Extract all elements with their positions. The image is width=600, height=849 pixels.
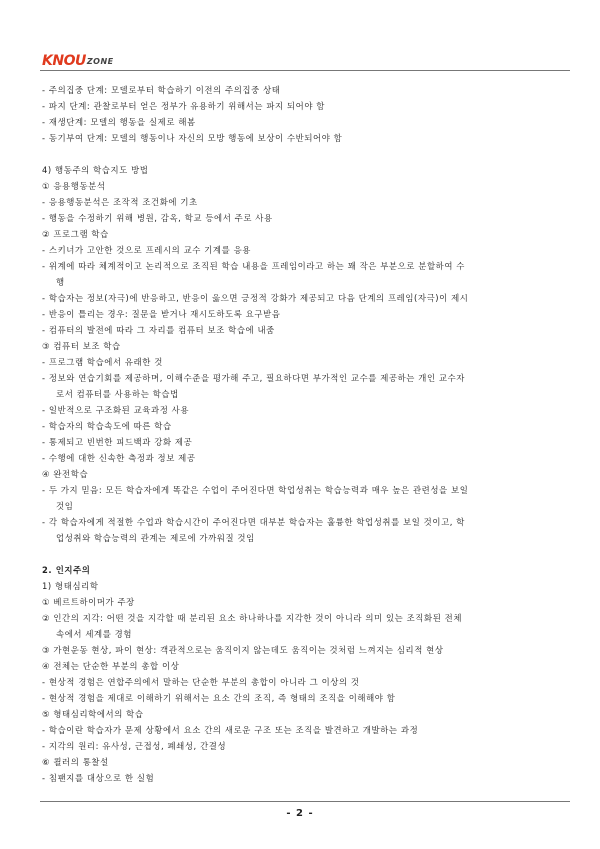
document-body [42, 82, 562, 786]
text-line: - 재생단계: 모델의 행동을 실제로 해봄 [42, 117, 196, 127]
text-line-continued: 로서 컴퓨터를 사용하는 학습법 [56, 389, 179, 399]
text-line: - 정보와 연습기회를 제공하며, 이해수준을 평가해 주고, 필요하다면 부가적인 교수를 제공하는 개인 교수자 [42, 373, 465, 383]
subsection-heading: ④ 전체는 단순한 부분의 총합 이상 [42, 661, 180, 671]
text-line: - 행동을 수정하기 위해 병원, 감옥, 학교 등에서 주로 사용 [42, 213, 273, 223]
text-line: - 스키너가 고안한 것으로 프레시의 교수 기계를 응용 [42, 245, 251, 255]
logo-k: K [42, 53, 53, 69]
subsection-heading: ⑤ 형태심리학에서의 학습 [42, 709, 144, 719]
text-line: - 컴퓨터의 발전에 따라 그 자리를 컴퓨터 보조 학습에 내줌 [42, 325, 275, 335]
header-divider [40, 70, 570, 71]
subsection-heading: ② 인간의 지각: 어떤 것을 지각할 때 분리된 요소 하나하나를 지각한 것이 아니라 의미 있는 조직화된 전체 [42, 613, 463, 623]
subsection-heading: ④ 완전학습 [42, 469, 89, 479]
text-line: - 현상적 경험을 제대로 이해하기 위해서는 요소 간의 조직, 즉 형태의 조직을 이해해야 함 [42, 693, 396, 703]
text-line: - 수행에 대한 신속한 측정과 정보 제공 [42, 453, 196, 463]
section-heading: 1) 형태심리학 [42, 581, 99, 591]
logo-nou: NOU [52, 53, 86, 69]
subsection-heading: ① 베르트하이머가 주장 [42, 597, 135, 607]
text-line: - 반응이 틀리는 경우: 질문을 받거나 재시도하도록 요구받음 [42, 309, 281, 319]
page-number: - 2 - [286, 808, 314, 819]
text-line: - 동기부여 단계: 모델의 행동이나 자신의 모방 행동에 보상이 수반되어야 함 [42, 133, 343, 143]
text-line: - 두 가지 믿음: 모든 학습자에게 똑같은 수업이 주어진다면 학업성취는 학습능력과 매우 높은 관련성을 보일 [42, 485, 469, 495]
blank-line [42, 546, 562, 562]
text-line: - 프로그램 학습에서 유래한 것 [42, 357, 163, 367]
text-line: - 응용행동분석은 조작적 조건화에 기초 [42, 197, 198, 207]
text-line: - 주의집중 단계: 모델로부터 학습하기 이전의 주의집중 상태 [42, 85, 281, 95]
text-line: - 학습자의 학습속도에 따른 학습 [42, 421, 172, 431]
subsection-heading: ⑥ 쾰러의 통찰설 [42, 757, 109, 767]
page-header [0, 0, 600, 72]
text-line: - 지각의 원리: 유사성, 근접성, 폐쇄성, 간결성 [42, 741, 227, 751]
knouzone-logo [42, 52, 114, 68]
logo-zone: ZONE [86, 57, 114, 66]
subsection-heading: ① 응용행동분석 [42, 181, 106, 191]
text-line-continued: 행 [56, 277, 65, 287]
text-line-continued: 속에서 세계를 경험 [56, 629, 133, 639]
text-line: - 학습자는 정보(자극)에 반응하고, 반응이 옳으면 긍정적 강화가 제공되고 다음 단계의 프레임(자극)이 제시 [42, 293, 469, 303]
section-heading: 4) 행동주의 학습지도 방법 [42, 165, 149, 175]
text-line: - 파지 단계: 관찰로부터 얻은 정부가 유용하기 위해서는 파지 되어야 함 [42, 101, 325, 111]
text-line: - 학습이란 학습자가 문제 상황에서 요소 간의 새로운 구조 또는 조직을 발견하고 개발하는 과정 [42, 725, 419, 735]
blank-line [42, 146, 562, 162]
text-line-continued: 업성취와 학습능력의 관계는 제로에 가까워질 것임 [56, 533, 255, 543]
text-line: - 일반적으로 구조화된 교육과정 사용 [42, 405, 190, 415]
text-line: - 각 학습자에게 적절한 수업과 학습시간이 주어진다면 대부분 학습자는 훌륭한 학업성취를 보일 것이고, 학 [42, 517, 465, 527]
chapter-heading: 2. 인지주의 [42, 565, 91, 575]
subsection-heading: ③ 가현운동 현상, 파이 현상: 객관적으로는 움직이지 않는데도 움직이는 것처럼 느껴지는 심리적 현상 [42, 645, 444, 655]
text-line-continued: 것임 [56, 501, 74, 511]
subsection-heading: ③ 컴퓨터 보조 학습 [42, 341, 121, 351]
text-line: - 현상적 경험은 연합주의에서 말하는 단순한 부분의 총합이 아니라 그 이상의 것 [42, 677, 360, 687]
subsection-heading: ② 프로그램 학습 [42, 229, 109, 239]
footer-divider [40, 801, 570, 802]
text-line: - 통제되고 빈번한 피드백과 강화 제공 [42, 437, 193, 447]
text-line: - 위계에 따라 체계적이고 논리적으로 조직된 학습 내용을 프레임이라고 하는 꽤 작은 부분으로 분할하여 수 [42, 261, 465, 271]
text-line: - 침팬지를 대상으로 한 실험 [42, 773, 155, 783]
